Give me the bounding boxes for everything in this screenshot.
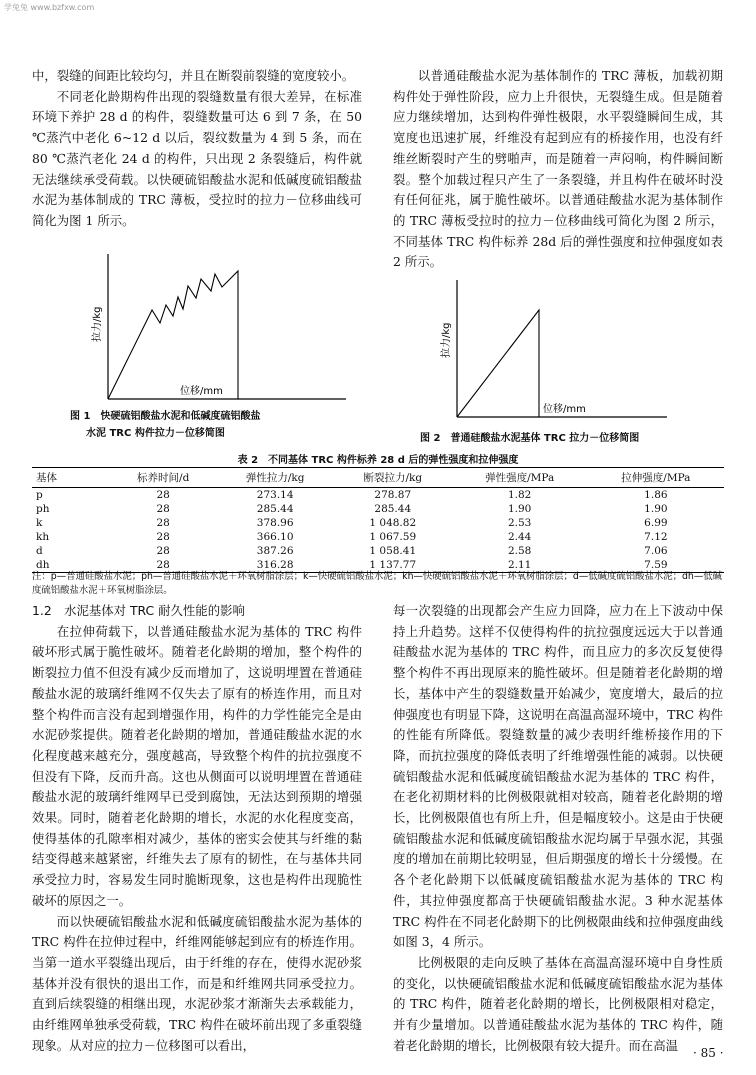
paragraph: 而以快硬硫铝酸盐水泥和低碱度硫铝酸盐水泥为基体的 TRC 构件在拉伸过程中，纤维网能够起到应有的桥连作用。当第一道水平裂缝出现后，由于纤维的存在，使得水泥砂浆基体并没有很快的退出工作，而是和纤维网共同承受拉力。直到后续裂缝的相继出现，水泥砂浆才渐渐失去承载能力，由纤维网单独承受荷载，TRC 构件在破坏前出现了多重裂缝现象。从对应的拉力－位移图可以看出， — [32, 913, 362, 1053]
table-cell: 285.44 — [374, 503, 412, 515]
paragraph: 在拉伸荷载下，以普通硅酸盐水泥为基体的 TRC 构件破坏形式属于脆性破坏。随着老化龄期的增加，整个构件的断裂拉力值不但没有减少反而增加了，这说明埋置在普通硅酸盐水泥的玻璃纤维网不仅失去了原有的桥连作用，而且对整个构件而言没有起到增强作用，构件的力学性能完全是由水泥砂浆提供。随着老化龄期的增加，普通硅酸盐水泥的水化程度越来越充分，强度越高，导致整个构件的抗拉强度不但没有下降，反而升高。这也从侧面可以说明埋置在普通硅酸盐水泥的玻璃纤维网早已受到腐蚀，无法达到预期的增强效果。同时，随着老化龄期的增长，水泥的水化程度变高，使得基体的孔隙率相对减少，基体的密实会使其与纤维的黏结变得越来越紧密，纤维失去了原有的韧性，在与基体共同承受拉力时，容易发生同时脆断现象，这也是构件出现脆性破坏的原因之一。 — [32, 623, 362, 908]
table-2-caption: 表 2 不同基体 TRC 构件标养 28 d 后的弹性强度和拉伸强度 — [237, 455, 519, 466]
caption-line: 图 1 快硬硫铝酸盐水泥和低碱度硫铝酸盐 — [70, 411, 261, 422]
table-cell: 1 137.77 — [334, 558, 452, 573]
table-cell: 1.82 — [507, 489, 532, 501]
table-header-cell: 断裂拉力/kg — [334, 468, 452, 488]
figure-1-ylabel: 拉力/kg — [92, 306, 103, 342]
figure-2-chart — [441, 280, 669, 430]
table-cell: 2.53 — [507, 517, 532, 529]
table-cell: 2.44 — [507, 531, 532, 543]
table-cell: kh — [36, 531, 50, 543]
table-cell: k — [36, 517, 43, 529]
paragraph: 每一次裂缝的出现都会产生应力回降，应力在上下波动中保持上升趋势。这样不仅使得构件的抗拉强度远远大于以普通硅酸盐水泥为基体的 TRC 构件，而且应力的多次反复使得整个构件不再出现原来的脆性破坏。但是随着老化龄期的增长，基体中产生的裂缝数量开始减少，宽度增大，最后的拉伸强度也有明显下降，这说明在高温高湿环境中，TRC 构件的性能有所降低。裂缝数量的减少表明纤维桥接作用的下降，而抗拉强度的降低表明了纤维增强性能的减弱。以快硬硫铝酸盐水泥和低碱度硫铝酸盐水泥为基体的 TRC 构件，在老化初期材料的比例极限就相对较高，随着老化龄期的增长，比例极限值也有所上升，但是幅度较小。这是由于快硬硫铝酸盐水泥和低碱度硫铝酸盐水泥均属于早强水泥，其强度的增加在前期比较明显，但后期强度的增长十分缓慢。在各个老化龄期下以低碱度硫铝酸盐水泥为基体的 TRC 构件，其拉伸强度都高于快硬硫铝酸盐水泥。3 种水泥基体 TRC 构件在不同老化龄期下的比例极限曲线和拉伸强度曲线如图 3，4 所示。 — [393, 603, 723, 950]
paragraph: 不同老化龄期构件出现的裂缝数量有很大差异，在标准环境下养护 28 d 的构件，裂缝数量可达 6 到 7 条，在 50 ℃蒸汽中老化 6~12 d 以后，裂纹数量为 4 到 5 条，而在 80 ℃蒸汽老化 24 d 的构件，只出现 2 条裂缝后，构件就无法继续承受荷载。以快硬硫铝酸盐水泥和低碱度硫铝酸盐水泥为基体制成的 TRC 薄板，受拉时的拉力－位移曲线可简化为图 1 所示。 — [32, 88, 362, 228]
figure-2-xlabel: 位移/mm — [543, 404, 586, 415]
table-2 — [32, 467, 724, 573]
table-header-cell: 弹性拉力/kg — [216, 468, 334, 488]
figure-2-caption: 图 2 普通硅酸盐水泥基体 TRC 拉力－位移简图 — [420, 433, 640, 444]
table-cell: 28 — [156, 531, 170, 543]
table-cell: 387.26 — [256, 545, 294, 557]
table-cell: 1.90 — [644, 503, 668, 515]
table-cell: 6.99 — [644, 517, 668, 529]
table-cell: 1 067.59 — [369, 531, 417, 543]
column-right-bottom — [393, 601, 723, 1056]
table-cell: dh — [32, 558, 110, 573]
table-header-row — [32, 468, 724, 488]
table-header-cell: 标养时间/d — [110, 468, 216, 488]
column-right-top — [393, 66, 723, 273]
table-cell: 2.11 — [452, 558, 588, 573]
caption-line: 水泥 TRC 构件拉力－位移简图 — [86, 428, 225, 439]
table-cell: ph — [36, 503, 50, 515]
figure-2-ylabel: 拉力/kg — [441, 322, 452, 358]
table-cell: 1.86 — [644, 489, 668, 501]
table-cell: 285.44 — [256, 503, 294, 515]
table-cell: 316.28 — [216, 558, 334, 573]
table-cell: 7.12 — [644, 531, 668, 543]
table-cell: 366.10 — [256, 531, 294, 543]
table-cell: 28 — [156, 489, 170, 501]
table-row — [32, 488, 724, 503]
table-note: 注：p—普通硅酸盐水泥；ph—普通硅酸盐水泥＋环氧树脂涂层；k—快硬硫铝酸盐水泥；kh—快硬硫铝酸盐水泥＋环氧树脂涂层；d—低碱度硫铝酸盐水泥；dh—低碱度硫铝酸盐水泥＋环氧树脂涂层。 — [32, 571, 722, 596]
figure-1-caption — [70, 408, 340, 442]
table-cell: 1 058.41 — [369, 545, 417, 557]
section-title: 1.2 水泥基体对 TRC 耐久性能的影响 — [32, 603, 245, 618]
table-cell: 28 — [156, 503, 170, 515]
table-cell: 28 — [156, 545, 170, 557]
table-header-cell: 弹性强度/MPa — [452, 468, 588, 488]
column-left-bottom — [32, 601, 362, 1056]
watermark: 学兔兔 www.bzfxw.com — [4, 3, 95, 12]
table-cell: 7.06 — [644, 545, 668, 557]
table-cell: 28 — [156, 517, 170, 529]
table-header-cell: 拉伸强度/MPa — [588, 468, 724, 488]
paragraph: 以普通硅酸盐水泥为基体制作的 TRC 薄板，加载初期构件处于弹性阶段，应力上升很快，无裂缝生成。但是随着应力继续增加，达到构件弹性极限，水平裂缝瞬间生成，其宽度也迅速扩展，纤维没有起到应有的桥接作用，也没有纤维丝断裂时产生的劈啪声，而是随着一声闷响，构件瞬间断裂。整个加载过程只产生了一条裂缝，并且构件在破坏时没有任何征兆，属于脆性破坏。以普通硅酸盐水泥为基体制作的 TRC 薄板受拉时的拉力－位移曲线可简化为图 2 所示，不同基体 TRC 构件标养 28d 后的弹性强度和拉伸强度如表 2 所示。 — [393, 68, 723, 270]
table-row — [32, 502, 724, 516]
table-cell: d — [36, 545, 43, 557]
figure-2-curve — [457, 310, 539, 417]
table-cell: 1.90 — [507, 503, 532, 515]
table-cell: 273.14 — [256, 489, 294, 501]
table-cell: 1 048.82 — [369, 517, 417, 529]
table-header-cell: 基体 — [32, 468, 110, 488]
table-row — [32, 544, 724, 558]
table-cell: p — [36, 489, 43, 501]
column-left-top — [32, 66, 362, 232]
page-number: · 85 · — [693, 1046, 724, 1060]
paragraph: 比例极限的走向反映了基体在高温高湿环境中自身性质的变化，以快硬硫铝酸盐水泥和低碱度硫铝酸盐水泥为基体的 TRC 构件，随着老化龄期的增长，比例极限相对稳定，并有少量增加。以普通硅酸盐水泥为基体的 TRC 构件，随着老化龄期的增长，比例极限有较大提升。而在高温 — [393, 954, 723, 1053]
table-cell: 28 — [110, 558, 216, 573]
paragraph: 中，裂缝的间距比较均匀，并且在断裂前裂缝的宽度较小。 — [32, 68, 355, 83]
table-cell: 2.58 — [507, 545, 532, 557]
figure-1-curve — [108, 271, 238, 399]
table-row — [32, 516, 724, 530]
table-row — [32, 530, 724, 544]
table-cell: 278.87 — [374, 489, 412, 501]
figure-1-chart — [88, 254, 348, 404]
figure-1-xlabel: 位移/mm — [180, 386, 223, 397]
table-cell: 7.59 — [588, 558, 724, 573]
table-cell: 378.96 — [256, 517, 294, 529]
